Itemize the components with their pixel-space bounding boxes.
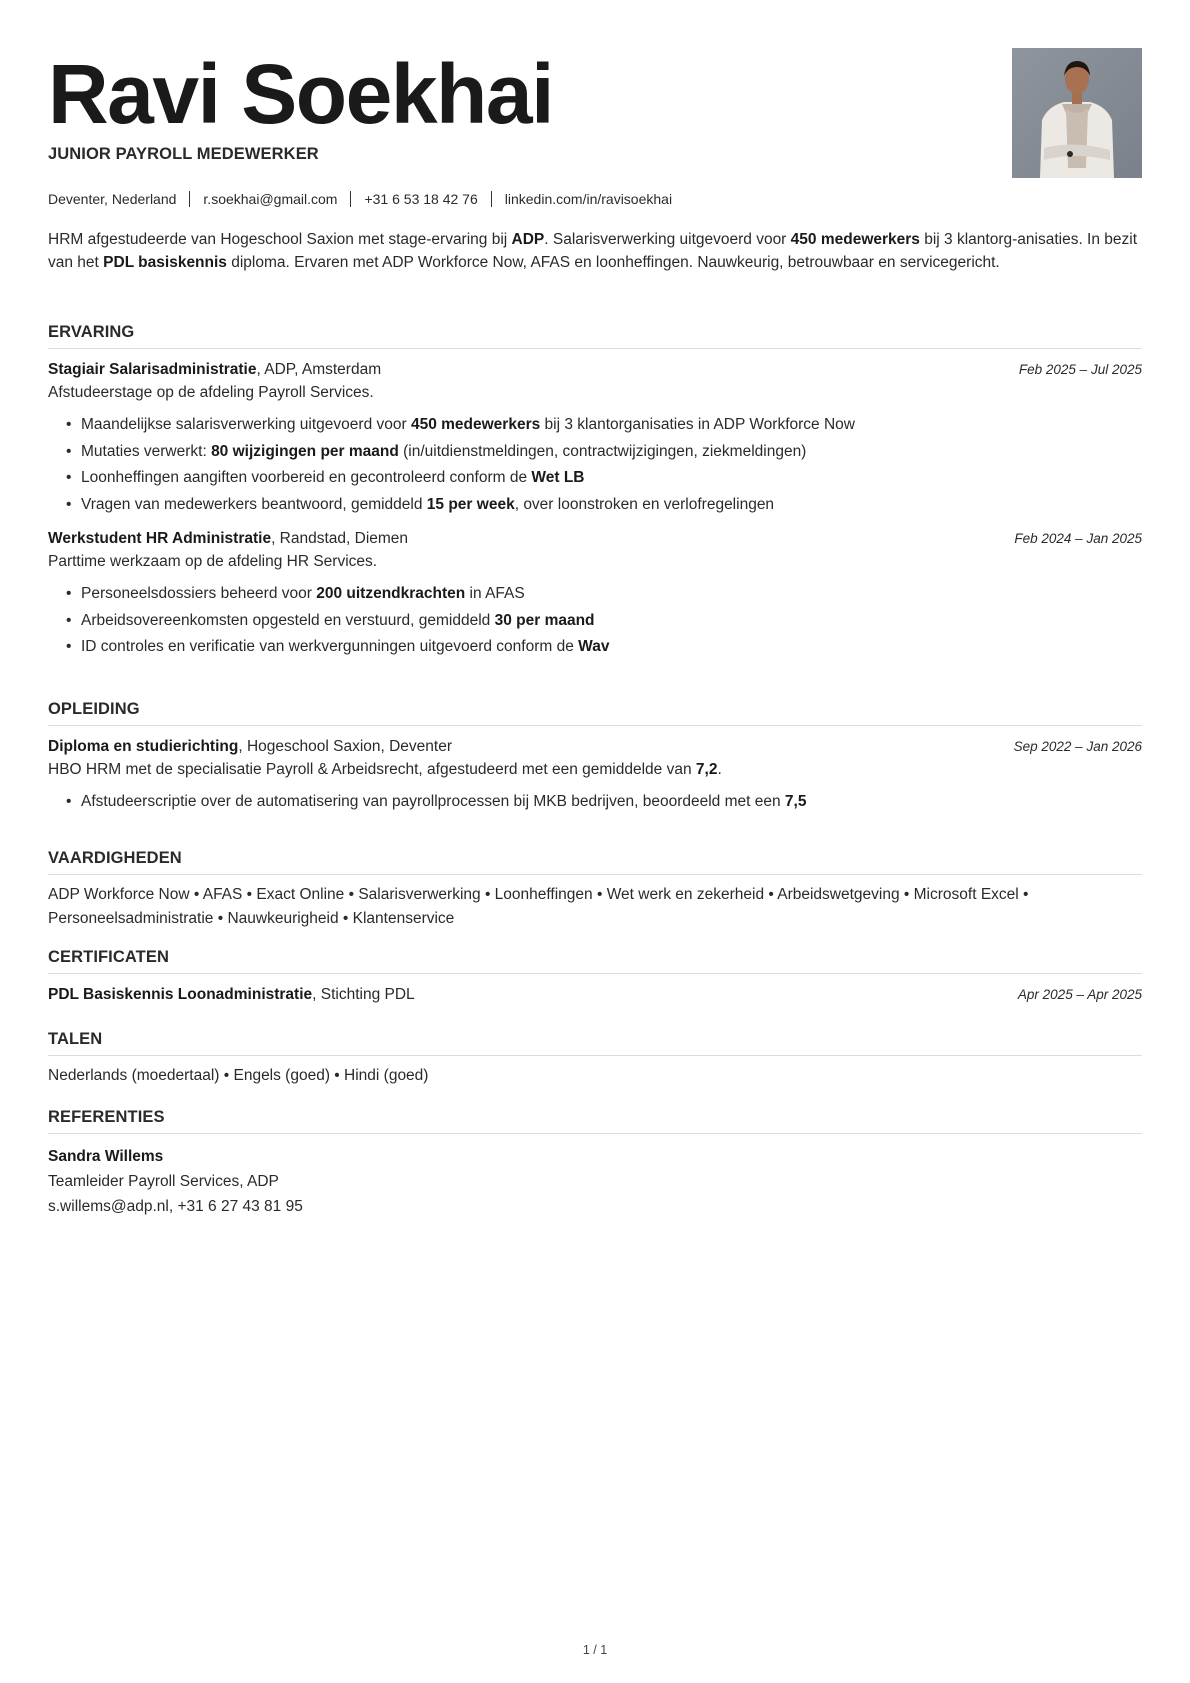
entry-title-line [48, 738, 452, 756]
reference-entry [48, 1144, 1142, 1219]
bullet-list [66, 581, 1142, 661]
entry-org: , ADP, Amsterdam [256, 361, 382, 378]
bullet-list [66, 789, 1142, 816]
entry-org: , Stichting PDL [312, 986, 415, 1003]
section-heading-certificates: CERTIFICATEN [48, 948, 1142, 974]
section-heading-experience: ERVARING [48, 323, 1142, 349]
job-title: JUNIOR PAYROLL MEDEWERKER [48, 145, 319, 163]
entry-title-line [48, 530, 408, 548]
entry-title: Diploma en studierichting [48, 738, 239, 755]
bullet-list [66, 412, 1142, 518]
list-item: • ID controles en verificatie van werkvergunningen uitgevoerd conform de Wav [66, 634, 1142, 661]
section-heading-languages: TALEN [48, 1030, 1142, 1056]
list-item: • Afstudeerscriptie over de automatisering van payrollprocessen bij MKB bedrijven, beoordeeld met een 7,5 [66, 789, 1142, 816]
entry-description: Afstudeerstage op de afdeling Payroll Services. [48, 384, 374, 401]
contact-linkedin[interactable]: linkedin.com/in/ravisoekhai [504, 191, 673, 207]
experience-entry [48, 530, 1142, 661]
list-item: • Arbeidsovereenkomsten opgesteld en verstuurd, gemiddeld 30 per maand [66, 608, 1142, 635]
entry-header [48, 738, 1142, 756]
summary-text: HRM afgestudeerde van Hogeschool Saxion met stage-ervaring bij [48, 231, 512, 248]
reference-position: Teamleider Payroll Services, ADP [48, 1173, 279, 1190]
list-item: • Personeelsdossiers beheerd voor 200 uitzendkrachten in AFAS [66, 581, 1142, 608]
section-heading-education: OPLEIDING [48, 700, 1142, 726]
education-section [48, 700, 1142, 816]
entry-org: , Randstad, Diemen [271, 530, 409, 547]
divider [350, 191, 351, 207]
skills-list: ADP Workforce Now • AFAS • Exact Online • Salarisverwerking • Loonheffingen • Wet werk en zekerheid • Arbeidswetgeving • Microsoft Excel • Personeelsadministratie • Nauwkeurigheid • Klantenservice [48, 886, 1029, 927]
entry-date: Apr 2025 – Apr 2025 [1017, 987, 1142, 1002]
profile-summary [48, 229, 1142, 274]
contact-email[interactable]: r.soekhai@gmail.com [203, 191, 338, 207]
summary-text: . Salarisverwerking uitgevoerd voor [544, 231, 791, 248]
list-item: • Mutaties verwerkt: 80 wijzigingen per maand (in/uitdienstmeldingen, contractwijzigingen, ziekmeldingen) [66, 439, 1142, 466]
summary-text: bij 3 klantorg-anisaties. In bezit van het [48, 231, 1138, 271]
divider [189, 191, 190, 207]
summary-highlight: PDL basiskennis [103, 253, 227, 271]
entry-description: HBO HRM met de specialisatie Payroll & Arbeidsrecht, afgestudeerd met een gemiddelde van 7,2. [48, 761, 722, 778]
entry-header [48, 530, 1142, 548]
entry-date: Feb 2024 – Jan 2025 [1014, 531, 1142, 546]
references-section [48, 1108, 1142, 1219]
languages-list: Nederlands (moedertaal) • Engels (goed) • Hindi (goed) [48, 1067, 429, 1084]
experience-entry [48, 361, 1142, 518]
section-heading-references: REFERENTIES [48, 1108, 1142, 1134]
summary-highlight: 450 medewerkers [790, 231, 920, 248]
languages-section [48, 1030, 1142, 1088]
summary-text: diploma. Ervaren met ADP Workforce Now, AFAS en loonheffingen. Nauwkeurig, betrouwbaar en servicegericht. [226, 253, 1000, 271]
list-item: • Vragen van medewerkers beantwoord, gemiddeld 15 per week, over loonstroken en verlofregelingen [66, 492, 1142, 519]
entry-date: Sep 2022 – Jan 2026 [1013, 739, 1142, 754]
entry-header [48, 986, 1142, 1004]
entry-title-line [48, 986, 415, 1004]
skills-section [48, 849, 1142, 930]
entry-header [48, 361, 1142, 379]
contact-phone[interactable]: +31 6 53 18 42 76 [364, 191, 478, 207]
page-number: 1 / 1 [582, 1643, 608, 1657]
profile-photo [1012, 48, 1142, 178]
contact-location: Deventer, Nederland [48, 191, 177, 207]
entry-title-line [48, 361, 381, 379]
certificates-section [48, 948, 1142, 1004]
entry-title: PDL Basiskennis Loonadministratie [48, 986, 313, 1003]
reference-contact: s.willems@adp.nl, +31 6 27 43 81 95 [48, 1198, 303, 1215]
candidate-name: Ravi Soekhai [48, 47, 553, 141]
list-item: • Loonheffingen aangiften voorbereid en gecontroleerd conform de Wet LB [66, 465, 1142, 492]
entry-date: Feb 2025 – Jul 2025 [1018, 362, 1142, 377]
entry-title: Stagiair Salarisadministratie [48, 361, 257, 378]
section-heading-skills: VAARDIGHEDEN [48, 849, 1142, 875]
portrait-image [1012, 48, 1142, 178]
entry-title: Werkstudent HR Administratie [48, 530, 272, 547]
contact-bar [48, 191, 672, 207]
list-item: • Maandelijkse salarisverwerking uitgevoerd voor 450 medewerkers bij 3 klantorganisaties in ADP Workforce Now [66, 412, 1142, 439]
experience-section [48, 323, 1142, 661]
entry-org: , Hogeschool Saxion, Deventer [238, 738, 453, 755]
reference-name: Sandra Willems [48, 1148, 164, 1165]
divider [491, 191, 492, 207]
entry-description: Parttime werkzaam op de afdeling HR Services. [48, 553, 378, 570]
summary-highlight: ADP [511, 231, 545, 248]
